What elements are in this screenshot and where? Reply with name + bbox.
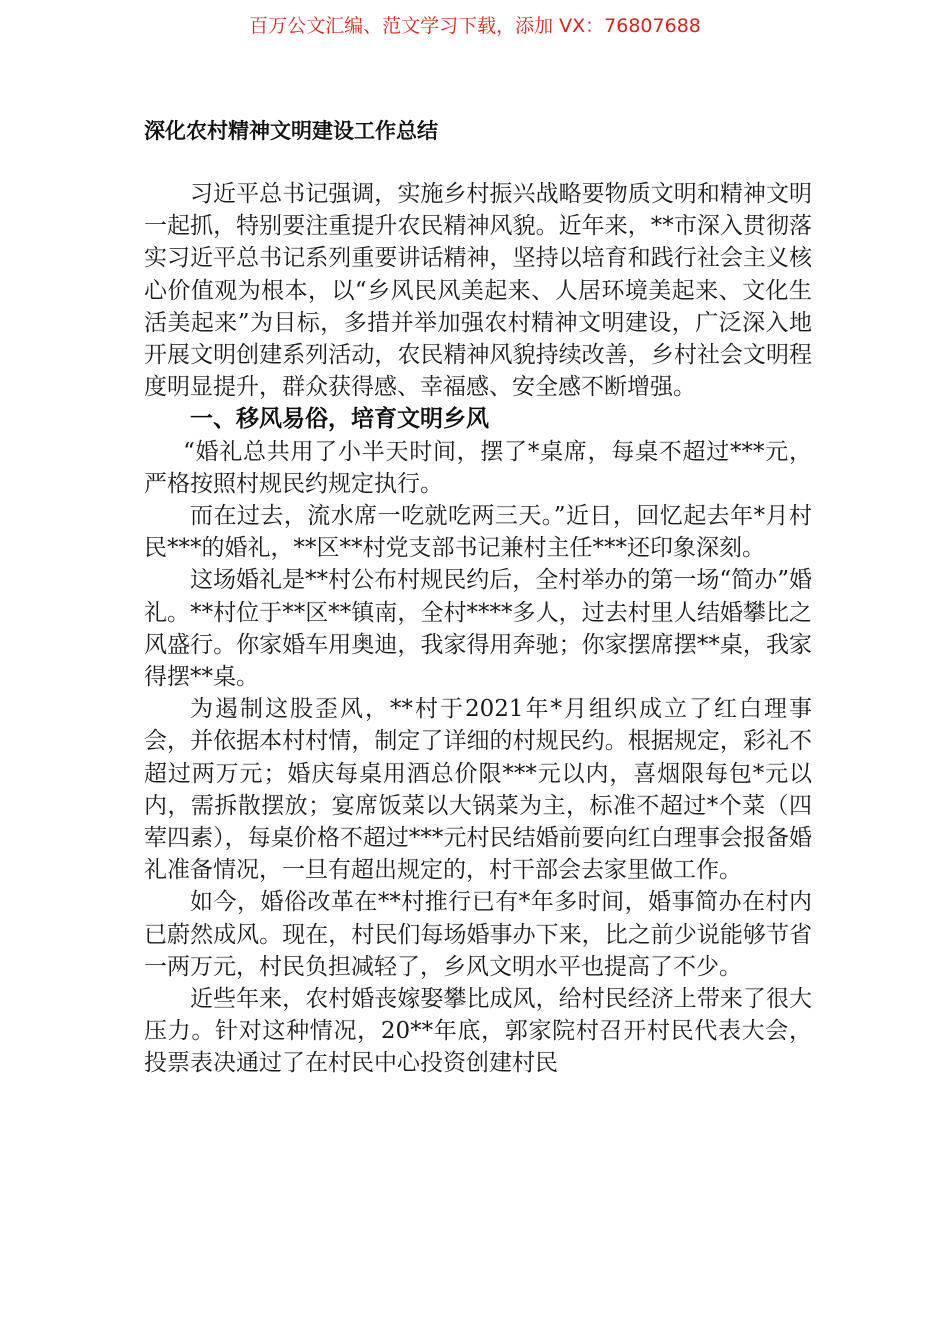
body-paragraph: “婚礼总共用了小半天时间，摆了*桌席，每桌不超过***元，严格按照村规民约规定执行。 bbox=[144, 438, 812, 497]
body-paragraph: 如今，婚俗改革在**村推行已有*年多时间，婚事简办在村内已蔚然成风。现在，村民们每场婚事办下来，比之前少说能够节省一两万元，村民负担减轻了，乡风文明水平也提高了不少。 bbox=[144, 889, 812, 980]
body-paragraph: 近些年来，农村婚丧嫁娶攀比成风，给村民经济上带来了很大压力。针对这种情况，20**年底，郭家院村召开村民代表大会，投票表决通过了在村民中心投资创建村民 bbox=[144, 986, 812, 1077]
body-paragraph: 这场婚礼是**村公布村规民约后，全村举办的第一场“简办”婚礼。**村位于**区**镇南，全村****多人，过去村里人结婚攀比之风盛行。你家婚车用奥迪，我家得用奔驰；你家摆席摆**桌，我家得摆**桌。 bbox=[144, 567, 812, 691]
document-body bbox=[144, 178, 812, 1080]
intro-paragraph: 习近平总书记强调，实施乡村振兴战略要物质文明和精神文明一起抓，特别要注重提升农民精神风貌。近年来，**市深入贯彻落实习近平总书记系列重要讲话精神，坚持以培育和践行社会主义核心价值观为根本，以“乡风民风美起来、人居环境美起来、文化生活美起来”为目标，多措并举加强农村精神文明建设，广泛深入地开展文明创建系列活动，农民精神风貌持续改善，乡村社会文明程度明显提升，群众获得感、幸福感、安全感不断增强。 bbox=[144, 181, 812, 401]
section-heading: 一、移风易俗，培育文明乡风 bbox=[190, 406, 489, 433]
body-paragraph: 而在过去，流水席一吃就吃两三天。”近日，回忆起去年*月村民***的婚礼，**区**村党支部书记兼村主任***还印象深刻。 bbox=[144, 503, 812, 562]
body-paragraph: 为遏制这股歪风，**村于2021年*月组织成立了红白理事会，并依据本村村情，制定了详细的村规民约。根据规定，彩礼不超过两万元；婚庆每桌用酒总价限***元以内，喜烟限每包*元以内，需拆散摆放；宴席饭菜以大锅菜为主，标准不超过*个菜（四荤四素），每桌价格不超过***元村民结婚前要向红白理事会报备婚礼准备情况，一旦有超出规定的，村干部会去家里做工作。 bbox=[144, 696, 812, 884]
document-title: 深化农村精神文明建设工作总结 bbox=[144, 119, 438, 143]
header-banner: 百万公文汇编、范文学习下载，添加 VX：76807688 bbox=[249, 15, 701, 37]
